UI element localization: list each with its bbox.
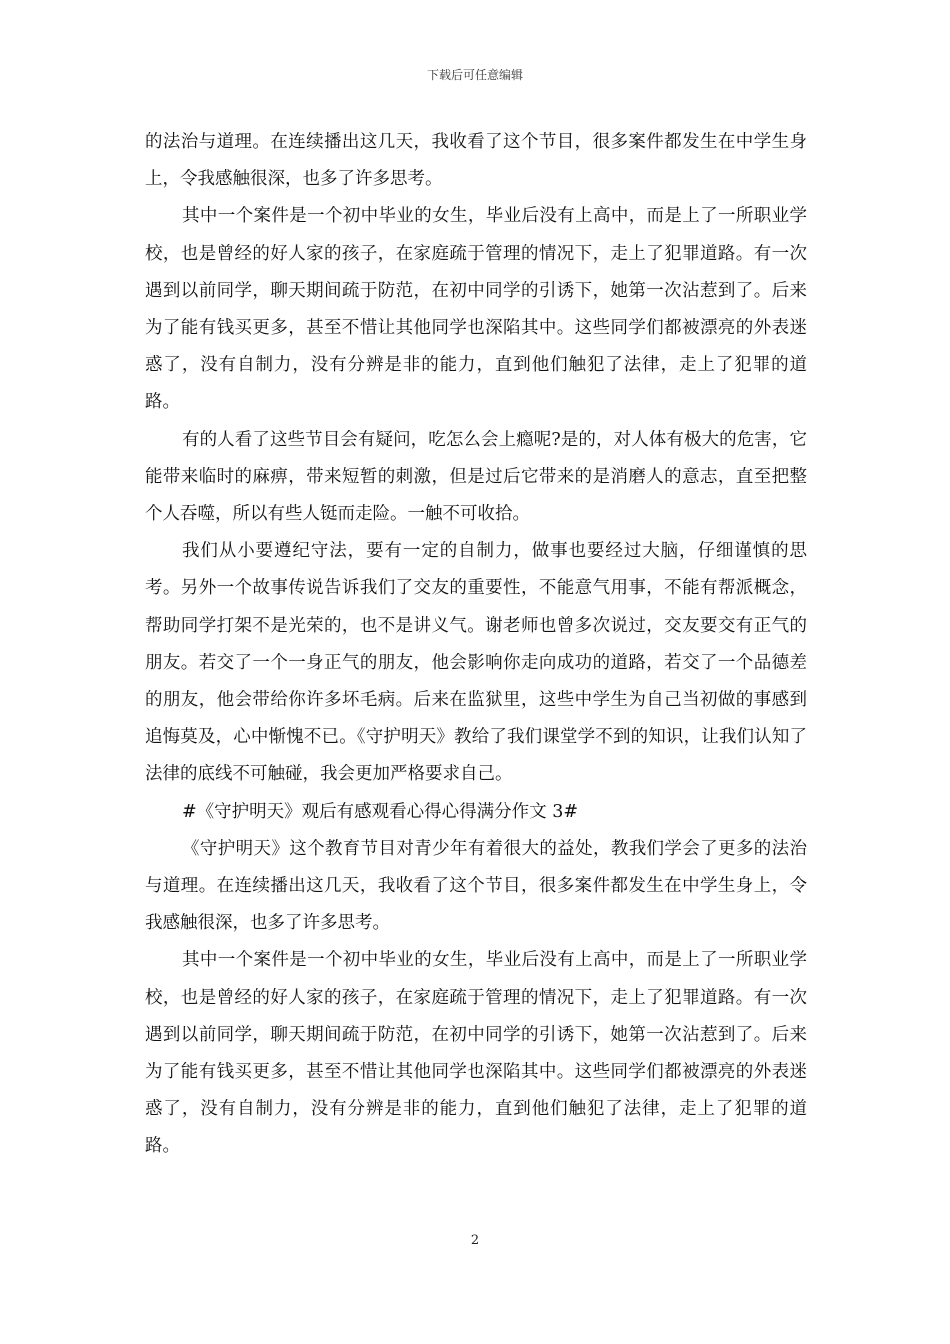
paragraph: 《守护明天》这个教育节目对青少年有着很大的益处，教我们学会了更多的法治与道理。在连续播出这几天，我收看了这个节目，很多案件都发生在中学生身上，令我感触很深，也多了许多思考。 <box>145 838 807 934</box>
section-heading: #《守护明天》观后有感观看心得心得满分作文 3# <box>182 801 579 822</box>
paragraph: 其中一个案件是一个初中毕业的女生，毕业后没有上高中，而是上了一所职业学校，也是曾经的好人家的孩子，在家庭疏于管理的情况下，走上了犯罪道路。有一次遇到以前同学，聊天期间疏于防范，在初中同学的引诱下，她第一次沾惹到了。后来为了能有钱买更多，甚至不惜让其他同学也深陷其中。这些同学们都被漂亮的外表迷惑了，没有自制力，没有分辨是非的能力，直到他们触犯了法律，走上了犯罪的道路。 <box>145 950 807 1157</box>
page-header: 下载后可任意编辑 <box>426 68 523 82</box>
document-body <box>145 124 807 1166</box>
paragraph: 有的人看了这些节目会有疑问，吃怎么会上瘾呢?是的，对人体有极大的危害，它能带来临时的麻痹，带来短暂的刺激，但是过后它带来的是消磨人的意志，直至把整个人吞噬，所以有些人铤而走险。一触不可收拾。 <box>145 429 807 525</box>
paragraph: 我们从小要遵纪守法，要有一定的自制力，做事也要经过大脑，仔细谨慎的思考。另外一个故事传说告诉我们了交友的重要性，不能意气用事，不能有帮派概念，帮助同学打架不是光荣的，也不是讲义气。谢老师也曾多次说过，交友要交有正气的朋友。若交了一个一身正气的朋友，他会影响你走向成功的道路，若交了一个品德差的朋友，他会带给你许多坏毛病。后来在监狱里，这些中学生为自己当初做的事感到追悔莫及，心中惭愧不已。《守护明天》教给了我们课堂学不到的知识，让我们认知了法律的底线不可触碰，我会更加严格要求自己。 <box>145 541 807 785</box>
paragraph: 其中一个案件是一个初中毕业的女生，毕业后没有上高中，而是上了一所职业学校，也是曾经的好人家的孩子，在家庭疏于管理的情况下，走上了犯罪道路。有一次遇到以前同学，聊天期间疏于防范，在初中同学的引诱下，她第一次沾惹到了。后来为了能有钱买更多，甚至不惜让其他同学也深陷其中。这些同学们都被漂亮的外表迷惑了，没有自制力，没有分辨是非的能力，直到他们触犯了法律，走上了犯罪的道路。 <box>145 206 807 413</box>
paragraph-continued: 的法治与道理。在连续播出这几天，我收看了这个节目，很多案件都发生在中学生身上，令我感触很深，也多了许多思考。 <box>145 132 807 190</box>
page-number: 2 <box>470 1233 480 1248</box>
